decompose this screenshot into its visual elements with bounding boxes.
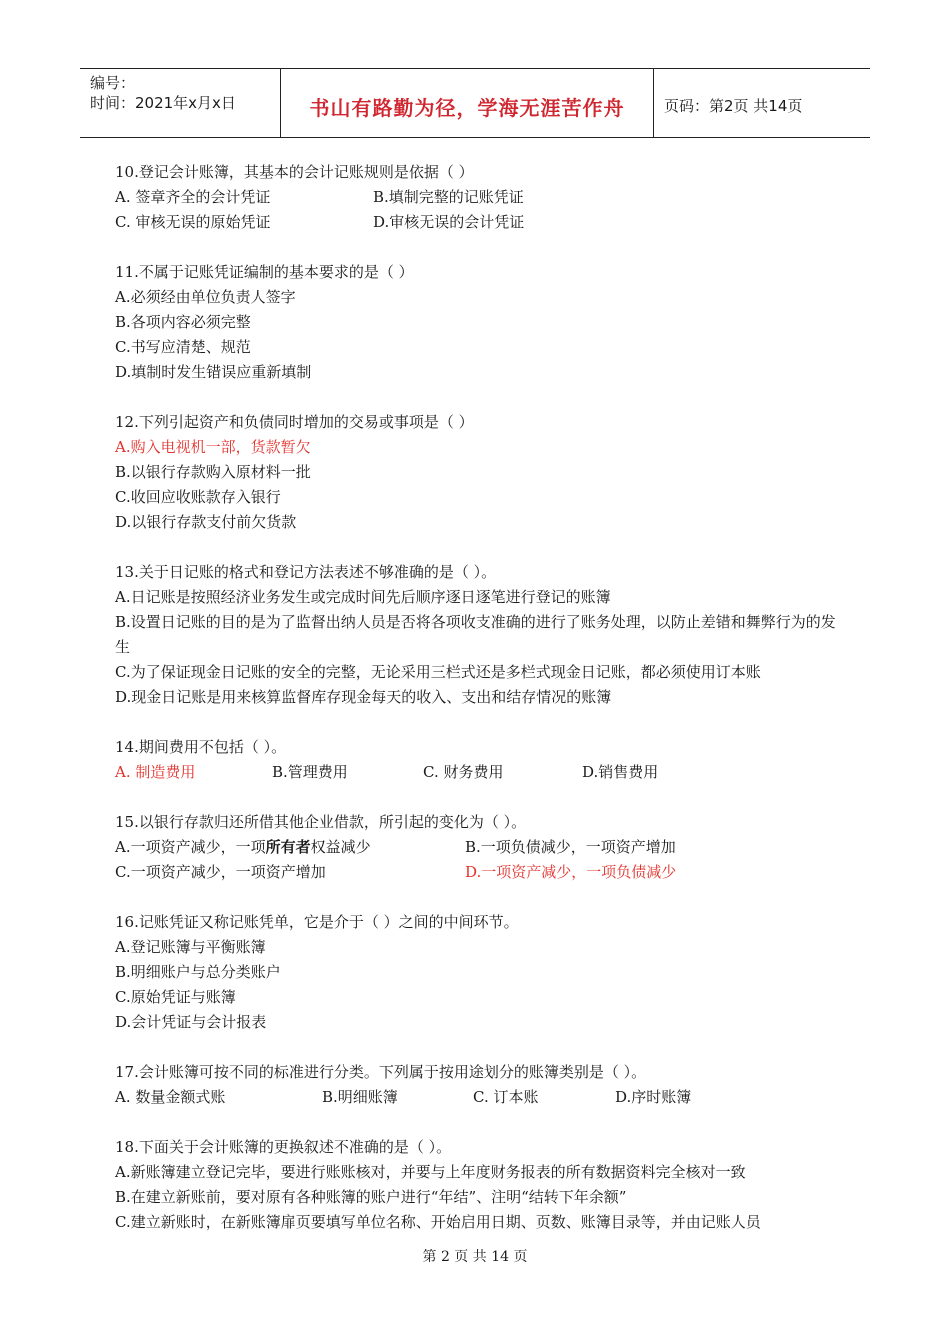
option-d: D.审核无误的会计凭证 [373, 213, 525, 231]
question-stem: 11.不属于记账凭证编制的基本要求的是（ ） [115, 263, 414, 281]
page-footer [0, 1246, 950, 1266]
option-a-emphasis: 所有者 [265, 838, 311, 856]
option-a-text-end: 权益减少 [310, 838, 371, 856]
option-d: D.销售费用 [582, 763, 659, 781]
option-a: A. 数量金额式账 [115, 1088, 226, 1106]
question-stem: 15.以银行存款归还所借其他企业借款，所引起的变化为（ ）。 [115, 813, 527, 831]
question-stem: 14.期间费用不包括（ ）。 [115, 738, 287, 756]
option-a-text: A.一项资产减少，一项 [115, 838, 266, 856]
question-list [115, 160, 840, 1260]
option-a: A.必须经由单位负责人签字 [115, 288, 296, 306]
option-c: C.收回应收账款存入银行 [115, 488, 281, 506]
option-a: A.登记账簿与平衡账簿 [115, 938, 266, 956]
option-b: B.明细账户与总分类账户 [115, 963, 281, 981]
option-a-answer: A. 制造费用 [115, 763, 196, 781]
question-13 [115, 560, 840, 710]
option-b: B.管理费用 [272, 763, 348, 781]
option-b: B.明细账簿 [322, 1088, 398, 1106]
option-b: B.在建立新账前，要对原有各种账簿的账户进行“年结”、注明“结转下年余额” [115, 1188, 627, 1206]
option-c: C.为了保证现金日记账的安全的完整，无论采用三栏式还是多栏式现金日记账，都必须使用订本账 [115, 663, 761, 681]
option-c: C.书写应清楚、规范 [115, 338, 251, 356]
question-10 [115, 160, 840, 235]
option-c: C. 审核无误的原始凭证 [115, 213, 271, 231]
date-label: 时间：2021年x月x日 [90, 94, 236, 112]
option-c: C. 财务费用 [423, 763, 504, 781]
option-b: B.填制完整的记账凭证 [373, 188, 524, 206]
option-c: C.一项资产减少，一项资产增加 [115, 863, 326, 881]
header-meta [80, 69, 280, 137]
option-d: D.会计凭证与会计报表 [115, 1013, 267, 1031]
option-c: C.建立新账时，在新账簿扉页要填写单位名称、开始启用日期、页数、账簿目录等，并由记账人员 [115, 1213, 761, 1231]
option-a: A. 签章齐全的会计凭证 [115, 188, 271, 206]
page-info: 页码：第2页 共14页 [664, 96, 803, 115]
question-stem: 13.关于日记账的格式和登记方法表述不够准确的是（ ）。 [115, 563, 497, 581]
question-stem: 18.下面关于会计账簿的更换叙述不准确的是（ ）。 [115, 1138, 452, 1156]
option-b: B.设置日记账的目的是为了监督出纳人员是否将各项收支准确的进行了账务处理，以防止差错和舞弊行为的发生 [115, 613, 836, 656]
question-stem: 10.登记会计账簿，其基本的会计记账规则是依据（ ） [115, 163, 474, 181]
motto: 书山有路勤为径，学海无涯苦作舟 [309, 95, 625, 120]
question-14 [115, 735, 840, 785]
option-d: D.以银行存款支付前欠货款 [115, 513, 297, 531]
question-stem: 12.下列引起资产和负债同时增加的交易或事项是（ ） [115, 413, 474, 431]
option-d: D.现金日记账是用来核算监督库存现金每天的收入、支出和结存情况的账簿 [115, 688, 612, 706]
number-label: 编号： [90, 74, 136, 92]
option-d: D.序时账簿 [615, 1088, 692, 1106]
question-17 [115, 1060, 840, 1110]
header-page-info [654, 69, 870, 137]
question-stem: 17.会计账簿可按不同的标准进行分类。下列属于按用途划分的账簿类别是（ ）。 [115, 1063, 647, 1081]
question-12 [115, 410, 840, 535]
option-b: B.以银行存款购入原材料一批 [115, 463, 311, 481]
option-a: A.新账簿建立登记完毕，要进行账账核对，并要与上年度财务报表的所有数据资料完全核对一致 [115, 1163, 746, 1181]
option-c: C. 订本账 [473, 1088, 539, 1106]
question-15 [115, 810, 840, 885]
header-motto-cell [280, 69, 654, 137]
question-18 [115, 1135, 840, 1235]
question-16 [115, 910, 840, 1035]
option-b: B.各项内容必须完整 [115, 313, 251, 331]
option-a: A.日记账是按照经济业务发生或完成时间先后顺序逐日逐笔进行登记的账簿 [115, 588, 611, 606]
question-11 [115, 260, 840, 385]
footer-page-number: 第 2 页 共 14 页 [422, 1249, 528, 1265]
question-stem: 16.记账凭证又称记账凭单，它是介于（ ）之间的中间环节。 [115, 913, 519, 931]
option-c: C.原始凭证与账簿 [115, 988, 236, 1006]
option-d: D.填制时发生错误应重新填制 [115, 363, 312, 381]
option-a-answer: A.购入电视机一部，货款暂欠 [115, 438, 311, 456]
option-a [115, 835, 465, 860]
option-d-answer: D.一项资产减少，一项负债减少 [465, 863, 677, 881]
page-header [80, 68, 870, 138]
option-b: B.一项负债减少，一项资产增加 [465, 838, 676, 856]
